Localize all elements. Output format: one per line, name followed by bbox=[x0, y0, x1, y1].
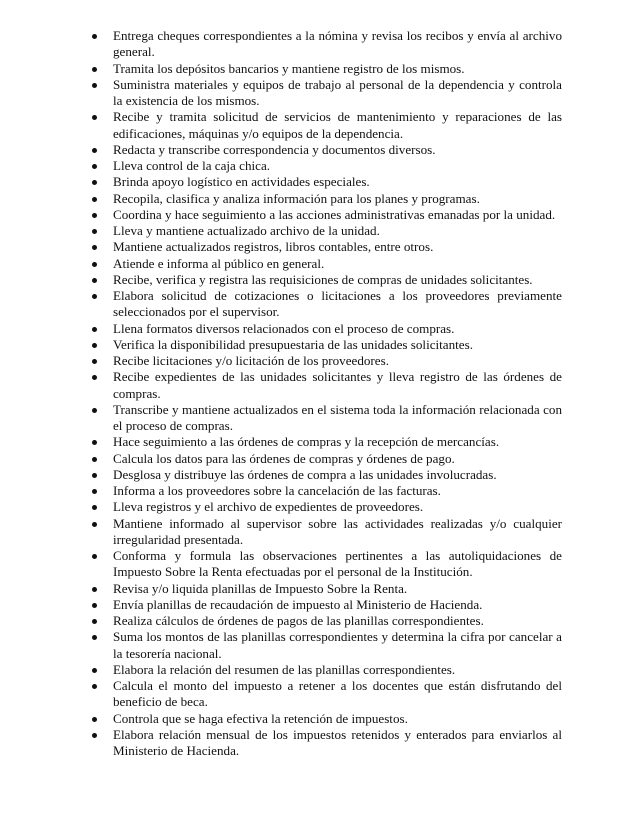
list-item-text: Realiza cálculos de órdenes de pagos de las planillas correspondientes. bbox=[113, 613, 484, 628]
list-item bbox=[92, 174, 562, 190]
list-item-text: Conforma y formula las observaciones pertinentes a las autoliquidaciones de Impuesto Sobre la Renta efectuadas por el personal de la Institución. bbox=[113, 548, 562, 580]
bullet-icon bbox=[92, 327, 97, 332]
list-item-text: Recibe expedientes de las unidades solicitantes y lleva registro de las órdenes de compras. bbox=[113, 369, 562, 401]
list-item-text: Redacta y transcribe correspondencia y documentos diversos. bbox=[113, 141, 436, 157]
bullet-icon bbox=[92, 408, 97, 413]
list-item bbox=[92, 629, 562, 662]
list-item-text: Lleva registros y el archivo de expedientes de proveedores. bbox=[113, 499, 424, 515]
list-item-text: Llena formatos diversos relacionados con el proceso de compras. bbox=[113, 320, 455, 336]
list-item bbox=[92, 597, 562, 613]
list-item-text: Suministra materiales y equipos de trabajo al personal de la dependencia y controla la existencia de los mismos. bbox=[113, 76, 562, 108]
list-item-text: Calcula el monto del impuesto a retener a los docentes que están disfrutando del beneficio de beca. bbox=[113, 678, 562, 710]
bullet-icon bbox=[92, 180, 97, 185]
list-item-text: Entrega cheques correspondientes a la nómina y revisa los recibos y envía al archivo general. bbox=[113, 28, 562, 60]
bullet-icon bbox=[92, 733, 97, 738]
bullet-icon bbox=[92, 278, 97, 283]
list-item bbox=[92, 337, 562, 353]
duties-bullet-list bbox=[92, 28, 562, 759]
list-item bbox=[92, 678, 562, 711]
list-item bbox=[92, 207, 562, 223]
bullet-icon bbox=[92, 245, 97, 250]
list-item bbox=[92, 353, 562, 369]
bullet-icon bbox=[92, 375, 97, 380]
list-item bbox=[92, 451, 562, 467]
bullet-icon bbox=[92, 587, 97, 592]
list-item bbox=[92, 402, 562, 435]
list-item-text: Recibe y tramita solicitud de servicios de mantenimiento y reparaciones de las edificaciones, máquinas y/o equipos de la dependencia. bbox=[113, 109, 562, 141]
bullet-icon bbox=[92, 115, 97, 120]
list-item bbox=[92, 434, 562, 450]
bullet-icon bbox=[92, 522, 97, 527]
list-item-text: Hace seguimiento a las órdenes de compras y la recepción de mercancías. bbox=[113, 434, 500, 450]
list-item bbox=[92, 516, 562, 549]
bullet-icon bbox=[92, 619, 97, 624]
list-item bbox=[92, 61, 562, 77]
list-item-text: Transcribe y mantiene actualizados en el sistema toda la información relacionada con el proceso de compras. bbox=[113, 401, 562, 433]
list-item bbox=[92, 613, 562, 629]
bullet-icon bbox=[92, 34, 97, 39]
bullet-icon bbox=[92, 343, 97, 348]
list-item bbox=[92, 223, 562, 239]
bullet-icon bbox=[92, 229, 97, 234]
list-item bbox=[92, 239, 562, 255]
list-item bbox=[92, 321, 562, 337]
list-item bbox=[92, 467, 562, 483]
list-item-text: Brinda apoyo logístico en actividades especiales. bbox=[113, 174, 370, 190]
list-item-text: Controla que se haga efectiva la retención de impuestos. bbox=[113, 710, 408, 726]
bullet-icon bbox=[92, 294, 97, 299]
list-item bbox=[92, 256, 562, 272]
list-item bbox=[92, 288, 562, 321]
list-item-text: Calcula los datos para las órdenes de compras y órdenes de pago. bbox=[113, 450, 455, 466]
list-item bbox=[92, 499, 562, 515]
list-item-text: Recopila, clasifica y analiza información para los planes y programas. bbox=[113, 190, 480, 206]
list-item bbox=[92, 28, 562, 61]
list-item-text: Elabora solicitud de cotizaciones o licitaciones a los proveedores previamente seleccionados por el supervisor. bbox=[113, 288, 562, 320]
bullet-icon bbox=[92, 457, 97, 462]
bullet-icon bbox=[92, 717, 97, 722]
bullet-icon bbox=[92, 359, 97, 364]
list-item bbox=[92, 483, 562, 499]
list-item-text: Revisa y/o liquida planillas de Impuesto Sobre la Renta. bbox=[113, 580, 408, 596]
bullet-icon bbox=[92, 684, 97, 689]
bullet-icon bbox=[92, 197, 97, 202]
bullet-icon bbox=[92, 603, 97, 608]
list-item-text: Desglosa y distribuye las órdenes de compra a las unidades involucradas. bbox=[113, 466, 497, 482]
list-item-text: Recibe licitaciones y/o licitación de los proveedores. bbox=[113, 353, 389, 368]
bullet-icon bbox=[92, 635, 97, 640]
list-item bbox=[92, 191, 562, 207]
list-item-text: Verifica la disponibilidad presupuestaria de las unidades solicitantes. bbox=[113, 336, 473, 352]
list-item-text: Mantiene actualizados registros, libros contables, entre otros. bbox=[113, 239, 434, 255]
bullet-icon bbox=[92, 440, 97, 445]
list-item-text: Elabora la relación del resumen de las planillas correspondientes. bbox=[113, 661, 456, 677]
list-item-text: Envía planillas de recaudación de impuesto al Ministerio de Hacienda. bbox=[113, 596, 483, 612]
list-item-text: Informa a los proveedores sobre la cancelación de las facturas. bbox=[113, 483, 441, 498]
list-item-text: Elabora relación mensual de los impuestos retenidos y enterados para enviarlos al Ministerio de Hacienda. bbox=[113, 726, 562, 758]
bullet-icon bbox=[92, 67, 97, 72]
list-item bbox=[92, 272, 562, 288]
list-item-text: Mantiene informado al supervisor sobre las actividades realizadas y/o cualquier irregularidad presentada. bbox=[113, 515, 562, 547]
bullet-icon bbox=[92, 554, 97, 559]
list-item-text: Lleva control de la caja chica. bbox=[113, 158, 271, 173]
bullet-icon bbox=[92, 262, 97, 267]
list-item bbox=[92, 548, 562, 581]
list-item-text: Coordina y hace seguimiento a las acciones administrativas emanadas por la unidad. bbox=[113, 206, 556, 222]
list-item bbox=[92, 142, 562, 158]
list-item bbox=[92, 711, 562, 727]
list-item bbox=[92, 369, 562, 402]
bullet-icon bbox=[92, 164, 97, 169]
bullet-icon bbox=[92, 489, 97, 494]
list-item bbox=[92, 581, 562, 597]
bullet-icon bbox=[92, 473, 97, 478]
list-item bbox=[92, 77, 562, 110]
bullet-icon bbox=[92, 668, 97, 673]
list-item bbox=[92, 727, 562, 760]
list-item-text: Tramita los depósitos bancarios y mantiene registro de los mismos. bbox=[113, 60, 465, 76]
list-item-text: Atiende e informa al público en general. bbox=[113, 255, 325, 271]
list-item bbox=[92, 158, 562, 174]
bullet-icon bbox=[92, 83, 97, 88]
list-item-text: Lleva y mantiene actualizado archivo de la unidad. bbox=[113, 223, 380, 238]
list-item-text: Recibe, verifica y registra las requisiciones de compras de unidades solicitantes. bbox=[113, 271, 533, 287]
bullet-icon bbox=[92, 505, 97, 510]
bullet-icon bbox=[92, 213, 97, 218]
list-item bbox=[92, 109, 562, 142]
list-item-text: Suma los montos de las planillas correspondientes y determina la cifra por cancelar a la tesorería nacional. bbox=[113, 629, 562, 661]
bullet-icon bbox=[92, 148, 97, 153]
list-item bbox=[92, 662, 562, 678]
